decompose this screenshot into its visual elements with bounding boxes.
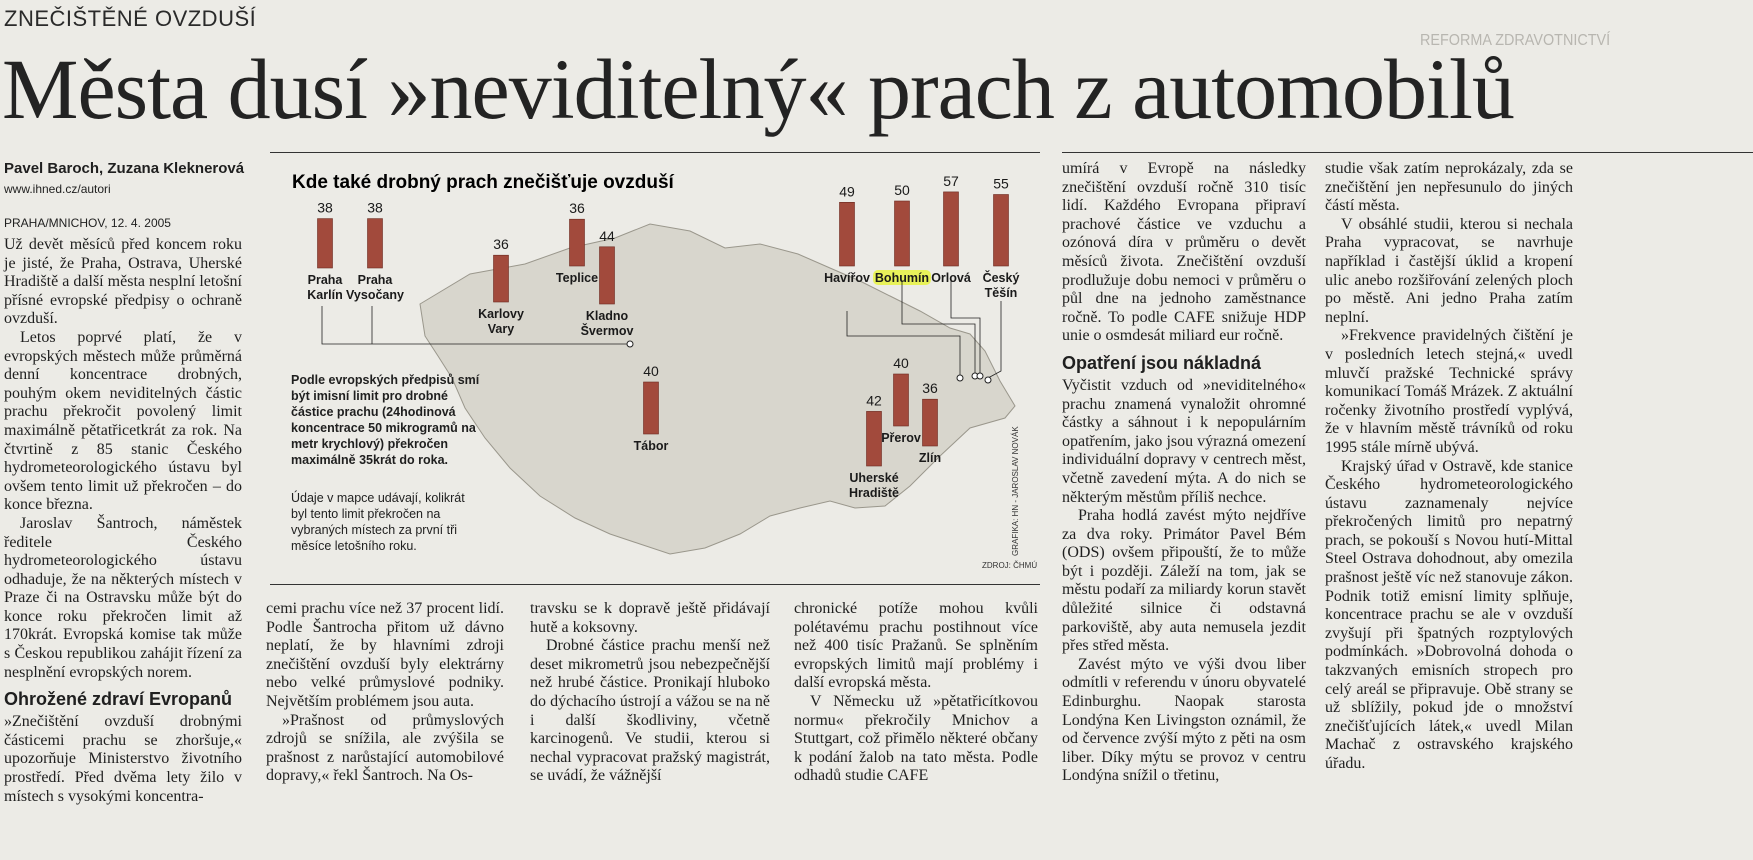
paragraph: Drobné částice prachu menší než deset mikrometrů jsou nebezpečnější než hrubé částice. Pronikají hluboko do dýchacího ústrojí a vážou se na ně i další škodliviny, včetně karcinogenů. Ve studii, kterou si nechal vypracovat pražský magistrát, se uvádí, že vážnější xyxy=(530,637,770,785)
bar-6 xyxy=(840,202,855,266)
paragraph: »Prašnost od průmyslových zdrojů se snížila, ale zvýšila se prašnost z narůstající automobilové dopravy,« řekl Šantroch. Na Os- xyxy=(266,711,504,785)
column-5 xyxy=(1062,160,1306,786)
paragraph: Zavést mýto ve výši dvou liber odmítli v referendu v únoru obyvatelé Edinburghu. Naopak starosta Londýna Ken Livingston oznámil, že od července zvýší mýto z pěti na osm liber. Díky mýtu se provoz v centru Londýna snížil o třetinu, xyxy=(1062,655,1306,785)
paragraph: Krajský úřad v Ostravě, kde stanice Českého hydrometeorologického ústavu zaznamenaly nejvíce překročených limitů pro nepatrný prach, se pokouší s Novou hutí-Mittal Steel Ostrava dohodnout, aby omezila prašnost ještě víc než stanovuje zákon. Podnik totiž emisní limity splňuje, koncentrace prachu se ale v ovzduší zvyšují při špatných rozptylových podmínkách. »Dobrovolná dohoda o takzvaných emisních stropech pro celý areál se připravuje. Obě strany se už sblížily, pokud jde o množství znečišťujících látek,« uvedl Milan Machač z ostravského krajského úřadu. xyxy=(1325,457,1573,772)
bar-value-label: 36 xyxy=(922,380,938,397)
subheading: Ohrožené zdraví Evropanů xyxy=(4,689,233,710)
paragraph: Už devět měsíců před koncem roku je jisté, že Praha, Ostrava, Uherské Hradiště a další města nesplní letošní přísné evropské předpisy o ochraně ovzduší. xyxy=(4,236,242,328)
bar-1 xyxy=(368,219,383,268)
byline: Pavel Baroch, Zuzana Kleknerová xyxy=(4,160,245,177)
bar-category-label: Karlín xyxy=(307,288,343,302)
paragraph: Praha hodlá zavést mýto nejdříve za dva roky. Primátor Pavel Bém (ODS) ovšem připouští, že to může být i později. Záleží na tom, jak se městu podaří za miliardy korun stavět důležité silnice či odstavná parkoviště, aby auta nemusela jezdit přes střed města. xyxy=(1062,507,1306,655)
paragraph: Vyčistit vzduch od »neviditelného« prachu znamená vynaložit ohromné částky a sáhnout i k nepopulárním opatřením, jako jsou výrazná omezení individuální dopravy v centrech měst, včetně zavedení mýta. A do nich se některým městům příliš nechce. xyxy=(1062,376,1306,506)
bar-4 xyxy=(600,247,615,304)
graphic-bottom-rule xyxy=(270,584,1040,585)
paragraph: cemi prachu více než 37 procent lidí. Podle Šantrocha přitom už dávno neplatí, že by hlavními zdroji znečištění ovzduší byly elektrárny nebo velké průmyslové podniky. Největším problémem jsou auta. xyxy=(266,600,504,710)
graphic-credit: GRAFIKA: HN - JAROSLAV NOVÁK xyxy=(1011,426,1020,556)
bar-category-label: Švermov xyxy=(580,324,634,338)
paragraph: chronické potíže mohou kvůli polétavému prachu postihnout více než 400 tisíc Pražanů. Se splněním evropských limitů mají problémy i další evropská města. xyxy=(794,600,1038,692)
bar-value-label: 38 xyxy=(317,199,333,216)
bar-value-label: 49 xyxy=(839,183,855,200)
bar-category-label: Vysočany xyxy=(346,288,404,302)
bar-7 xyxy=(895,201,910,266)
paragraph: Letos poprvé platí, že v evropských městech může průměrná denní koncentrace drobných, pouhým okem neviditelných částic prachu překročit povolený limit maximálně pětatřicetkrát za rok. Na čtvrtině z 85 stanic Českého hydrometeorologického ústavu byl ovšem tento limit už překročen – do konce března. xyxy=(4,328,242,514)
bar-category-label: Bohumín xyxy=(874,271,930,285)
city-marker xyxy=(627,341,633,347)
bar-value-label: 40 xyxy=(643,363,659,379)
bar-category-label: Zlín xyxy=(918,451,942,465)
top-rule xyxy=(1062,152,1753,153)
paragraph: »Znečištění ovzduší drobnými částicemi prachu se zhoršuje,« upozorňuje Ministerstvo životního prostředí. Před dvěma lety žilo v místech s vysokými koncentra- xyxy=(4,713,242,805)
graphic-data-note: Údaje v mapce udávají, kolikrát byl tento limit překročen na vybraných místech za první tři měsíce letošního roku. xyxy=(291,491,465,553)
bar-11 xyxy=(867,411,882,466)
graphic-top-rule xyxy=(270,152,1040,153)
city-marker xyxy=(985,377,991,383)
section-label: ZNEČIŠTĚNÉ OVZDUŠÍ xyxy=(4,6,257,31)
paragraph: travsku se k dopravě ještě přidávají hutě a koksovny. xyxy=(530,600,770,636)
bar-category-label: Karlovy xyxy=(478,307,524,321)
bar-category-label: Kladno xyxy=(585,309,629,323)
bar-category-label: Teplice xyxy=(555,271,599,285)
bar-3 xyxy=(570,219,585,266)
column-3 xyxy=(530,600,770,786)
bar-0 xyxy=(318,219,333,268)
bar-value-label: 36 xyxy=(569,200,585,217)
graphic-source: ZDROJ: ČHMÚ xyxy=(982,561,1038,570)
paragraph: studie však zatím neprokázaly, zda se znečištění jen nepřesunulo do jiných částí města. xyxy=(1325,160,1573,215)
bar-value-label: 55 xyxy=(993,175,1009,192)
author-link[interactable]: www.ihned.cz/autori xyxy=(4,182,111,196)
column-4 xyxy=(794,600,1038,786)
bar-2 xyxy=(494,255,509,302)
city-marker xyxy=(977,373,983,379)
bar-category-label: Hradiště xyxy=(848,486,900,500)
bar-10 xyxy=(894,374,909,426)
graphic-rule-note: Podle evropských předpisů smí být imisní limit pro drobné částice prachu (24hodinová koncentrace 50 mikrogramů na metr krychlový) překročen maximálně 35krát do roka. xyxy=(291,373,480,467)
paragraph: umírá v Evropě na následky znečištění ovzduší ročně 310 tisíc lidí. Každého Evropana připraví prachové částice ve vzduchu a ozónová díra v průměru o devět měsíců života. Znečištění ovzduší prodlužuje dobu nemoci v průměru o půl dne na jednoho zaměstnance ročně. To podle CAFE snižuje HDP unie o osmdesát miliard eur ročně. xyxy=(1062,160,1306,345)
bar-category-label: Tábor xyxy=(633,439,669,453)
paragraph: »Frekvence pravidelných čištění je v posledních letech stejná,« uvedl mluvčí pražské Technické správy komunikací Tomáš Mrázek. Z aktuální ročenky životního prostředí vyplývá, že v hlavním městě trávníků od roku 1995 stále mírně ubývá. xyxy=(1325,327,1573,456)
bar-category-label: Přerov xyxy=(881,431,921,445)
paragraph: Jaroslav Šantroch, náměstek ředitele Českého hydrometeorologického ústavu odhaduje, že na některých místech v Praze či na Ostravsku může být do konce roku překročen limit až 170krát. Evropská komise tak může s Českou republikou zahájit řízení za nesplnění evropských norem. xyxy=(4,514,242,681)
bar-8 xyxy=(944,192,959,266)
bar-value-label: 57 xyxy=(943,172,959,189)
bar-category-label: Těšín xyxy=(984,286,1018,300)
bar-12 xyxy=(923,399,938,446)
bar-category-label: Vary xyxy=(487,322,515,336)
subheading: Opatření jsou nákladná xyxy=(1062,352,1262,373)
city-marker xyxy=(957,375,963,381)
dateline: PRAHA/MNICHOV, 12. 4. 2005 xyxy=(4,216,171,230)
column-6 xyxy=(1325,160,1573,774)
bar-value-label: 42 xyxy=(866,392,882,409)
bar-category-label: Český xyxy=(982,271,1020,285)
adjacent-article-header: REFORMA ZDRAVOTNICTVÍ xyxy=(1420,32,1611,49)
bar-value-label: 50 xyxy=(894,182,910,198)
bar-category-label: Praha xyxy=(307,273,343,287)
headline: Města dusí »neviditelný« prach z automobilů xyxy=(2,41,1514,137)
bar-value-label: 40 xyxy=(893,355,909,371)
paragraph: V Německu už »pětatřicítkovou normu« překročily Mnichov a Stuttgart, což přimělo některé občany k podání žalob na tato města. Podle odhadů studie CAFE xyxy=(794,692,1038,785)
bar-category-label: Havířov xyxy=(824,271,870,285)
column-1 xyxy=(4,236,242,806)
bar-category-label: Uherské xyxy=(849,471,899,485)
bar-category-label: Orlová xyxy=(931,271,971,285)
bar-value-label: 44 xyxy=(599,227,615,244)
bar-value-label: 36 xyxy=(493,236,509,253)
bar-category-label: Praha xyxy=(357,273,393,287)
bar-value-label: 38 xyxy=(367,199,383,216)
column-2 xyxy=(266,600,504,786)
bar-5 xyxy=(644,382,659,434)
paragraph: V obsáhlé studii, kterou si nechala Praha vypracovat, se navrhuje například i častější úklid a kropení ulic anebo rozšiřování zelených ploch po městě. Ani jedno Praha zatím neplní. xyxy=(1325,215,1573,326)
bar-9 xyxy=(994,195,1009,267)
graphic-title: Kde také drobný prach znečišťuje ovzduší xyxy=(292,172,674,193)
